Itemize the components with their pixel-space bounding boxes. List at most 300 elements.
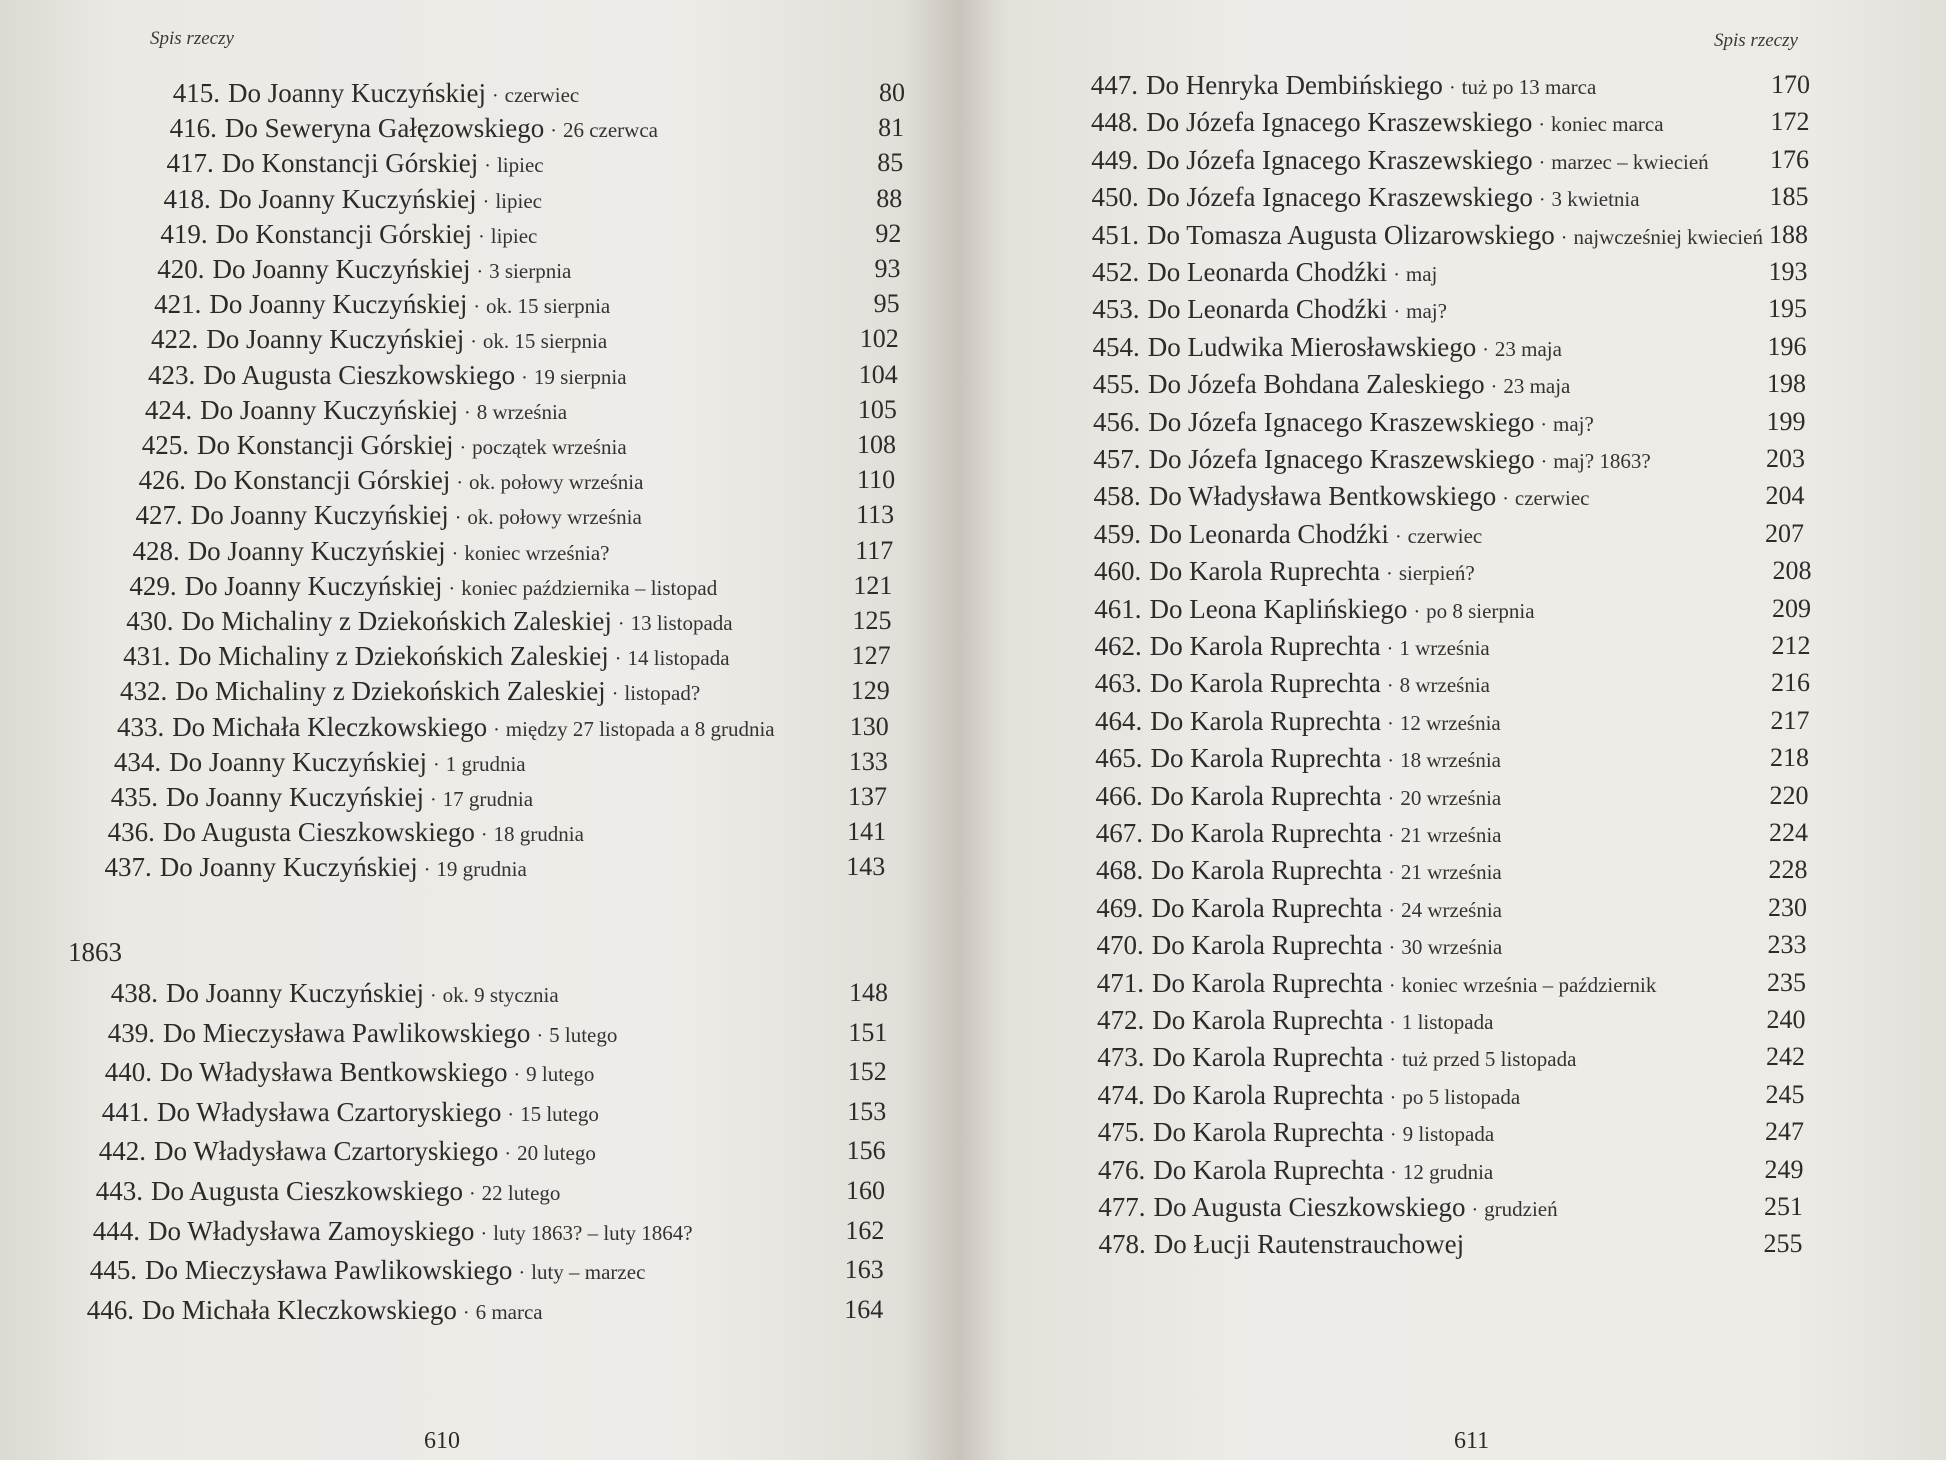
entry-title: Do Leonarda Chodźki [1147,294,1388,325]
toc-entry [1073,1117,1494,1147]
entry-title: Do Józefa Ignacego Kraszewskiego [1148,406,1535,437]
entry-title: Do Seweryna Gałęzowskiego [224,113,545,144]
toc-entry [144,148,544,178]
entry-separator: · [478,225,485,248]
entry-separator: · [1388,862,1395,885]
entry-page-number: 104 [858,359,898,389]
entry-number: 423. [147,359,196,390]
entry-page-number: 80 [879,78,905,107]
entry-page-number: 93 [874,254,901,283]
toc-entry [1067,220,1763,250]
entry-title: Do Joanny Kuczyńskiej [166,978,424,1008]
entry-separator: · [1389,1124,1397,1147]
entry-title: Do Władysława Bentkowskiego [160,1057,508,1088]
entry-title: Do Karola Ruprechta [1153,1117,1384,1148]
entry-title: Do Karola Ruprechta [1151,818,1382,848]
toc-entry [1069,519,1482,549]
entry-number: 448. [1091,107,1139,138]
toc-entry [1067,182,1640,212]
right-entry-list [958,0,1946,1460]
entry-number: 466. [1095,780,1143,811]
toc-entry [104,606,733,636]
entry-page-number: 196 [1767,331,1807,361]
toc-entry [1073,1042,1577,1072]
entry-separator: · [1387,825,1395,847]
entry-page-number: 163 [844,1255,884,1285]
entry-date: 15 lutego [520,1101,599,1126]
right-page [958,0,1946,1460]
entry-number: 429. [129,570,177,601]
entry-page-number: 105 [857,394,897,424]
entry-date: 12 grudnia [1402,1159,1494,1184]
toc-entry [1071,743,1501,773]
entry-title: Do Joanny Kuczyńskiej [218,183,477,214]
left-entry-list [0,0,958,1460]
entry-separator: · [482,190,490,213]
entry-separator: · [476,261,484,283]
entry-date: koniec września? [464,540,610,565]
entry-number: 449. [1091,144,1139,175]
entry-date: 8 września [476,399,568,424]
entry-page-number: 249 [1764,1154,1804,1184]
entry-page-number: 88 [876,183,903,213]
entry-separator: · [521,366,528,389]
entry-date: 3 sierpnia [489,259,572,283]
entry-number: 427. [135,500,183,531]
entry-separator: · [1448,77,1456,99]
entry-title: Do Karola Ruprechta [1153,1154,1385,1185]
entry-separator: · [1389,1049,1397,1072]
toc-entry [141,184,542,214]
entry-number: 418. [163,183,211,214]
entry-separator: · [1471,1199,1479,1221]
entry-number: 474. [1097,1079,1145,1110]
toc-entry [94,712,774,742]
entry-title: Do Tomasza Augusta Olizarowskiego [1147,219,1555,250]
toc-entry [122,395,567,425]
entry-separator: · [504,1143,512,1166]
toc-entry [1073,1155,1493,1185]
entry-number: 416. [169,113,217,144]
toc-entry [100,641,729,671]
entry-title: Do Ludwika Mierosławskiego [1147,331,1477,362]
entry-page-number: 212 [1771,631,1811,660]
entry-date: 6 marca [475,1299,543,1324]
entry-separator: · [1387,712,1394,735]
entry-number: 459. [1093,518,1141,549]
entry-number: 469. [1096,892,1144,923]
left-folio: 610 [424,1428,460,1454]
entry-title: Do Józefa Ignacego Kraszewskiego [1148,444,1535,474]
entry-separator: · [448,577,456,600]
entry-title: Do Mieczysława Pawlikowskiego [145,1255,513,1286]
entry-number: 417. [166,148,214,179]
left-running-head: Spis rzeczy [150,28,234,49]
toc-entry [65,1255,645,1285]
entry-number: 476. [1098,1154,1146,1185]
entry-number: 419. [160,218,208,249]
entry-number: 425. [141,430,189,460]
entry-title: Do Józefa Ignacego Kraszewskiego [1146,182,1533,213]
toc-entry [1069,556,1474,586]
entry-page-number: 156 [846,1136,886,1166]
toc-entry [88,782,533,812]
entry-date: 21 września [1400,860,1502,885]
entry-separator: · [423,859,431,882]
toc-entry [1072,1005,1493,1035]
entry-page-number: 130 [849,711,889,741]
entry-separator: · [1388,899,1396,922]
toc-entry [86,978,559,1008]
toc-entry [74,1136,596,1166]
year-heading: 1863 [68,937,122,967]
toc-entry [1069,481,1590,511]
entry-date: lipiec [495,188,542,213]
entry-title: Do Józefa Ignacego Kraszewskiego [1146,144,1533,175]
entry-number: 415. [172,78,220,108]
entry-page-number: 242 [1766,1042,1805,1072]
entry-date: czerwiec [1407,523,1483,548]
entry-title: Do Joanny Kuczyńskiej [169,746,428,777]
entry-date: 22 lutego [481,1181,561,1205]
entry-page-number: 102 [859,324,899,354]
entry-title: Do Michaliny z Dziekońskich Zaleskiej [178,641,609,672]
entry-page-number: 127 [851,641,891,671]
entry-page-number: 255 [1763,1229,1803,1259]
entry-date: tuż przed 5 listopada [1402,1047,1577,1072]
entry-page-number: 251 [1764,1192,1803,1221]
entry-title: Do Józefa Ignacego Kraszewskiego [1146,107,1533,138]
entry-number: 435. [110,782,158,812]
entry-date: luty – marzec [531,1260,646,1285]
entry-number: 443. [95,1176,143,1206]
entry-title: Do Karola Ruprechta [1150,668,1381,699]
entry-page-number: 217 [1770,705,1810,735]
toc-entry [138,219,538,249]
entry-title: Do Joanny Kuczyńskiej [190,500,449,531]
entry-separator: · [1389,1086,1397,1109]
entry-separator: · [1393,264,1400,286]
entry-date: 1 grudnia [445,751,526,776]
entry-page-number: 176 [1770,144,1809,174]
entry-title: Do Joanny Kuczyńskiej [166,782,424,812]
entry-title: Do Władysława Czartoryskiego [154,1136,499,1167]
entry-number: 458. [1093,481,1141,512]
toc-entry [1071,855,1501,885]
entry-separator: · [507,1103,515,1126]
entry-number: 430. [126,606,174,636]
entry-page-number: 164 [844,1294,884,1324]
entry-page-number: 220 [1769,780,1809,810]
entry-separator: · [1390,1161,1397,1184]
toc-entry [68,1216,693,1246]
entry-title: Do Władysława Zamoyskiego [148,1215,475,1246]
entry-date: 9 listopada [1402,1122,1495,1147]
entry-separator: · [451,542,459,565]
entry-page-number: 230 [1768,892,1807,922]
left-page [0,0,958,1460]
entry-date: maj? 1863? [1553,449,1651,473]
entry-separator: · [473,296,481,319]
toc-entry [131,289,610,319]
entry-title: Do Joanny Kuczyńskiej [209,289,468,320]
entry-page-number: 233 [1767,930,1807,960]
entry-date: 12 września [1399,710,1501,735]
toc-entry [119,430,627,460]
toc-entry [77,1097,599,1127]
entry-date: 13 listopada [630,611,733,635]
entry-number: 463. [1094,668,1142,699]
entry-date: 26 czerwca [562,118,658,143]
entry-number: 473. [1097,1042,1145,1073]
entry-page-number: 110 [857,465,896,495]
entry-title: Do Karola Ruprechta [1149,556,1381,587]
entry-date: 19 sierpnia [533,364,627,389]
toc-entry [110,536,610,566]
entry-separator: · [468,1183,476,1205]
entry-page-number: 218 [1770,743,1809,773]
entry-page-number: 195 [1768,294,1807,324]
entry-title: Do Konstancji Górskiej [221,148,479,179]
toc-entry [91,747,526,777]
entry-date: początek września [472,435,627,459]
entry-title: Do Konstancji Górskiej [215,218,473,249]
entry-date: tuż po 13 marca [1461,75,1597,99]
entry-separator: · [464,401,471,424]
entry-title: Do Augusta Cieszkowskiego [203,359,516,390]
toc-entry [1067,145,1709,175]
entry-separator: · [1538,151,1546,174]
entry-date: 3 kwietnia [1551,187,1640,212]
toc-entry [62,1295,543,1325]
entry-date: 8 września [1399,673,1490,698]
entry-title: Do Władysława Bentkowskiego [1148,481,1497,512]
toc-entry [1073,1080,1520,1110]
entry-title: Do Leonarda Chodźki [1149,518,1389,549]
entry-date: 30 września [1401,935,1503,960]
entry-date: maj [1405,262,1438,286]
entry-date: sierpień? [1398,561,1475,586]
entry-date: 1 listopada [1401,1010,1494,1034]
entry-number: 456. [1093,406,1141,437]
entry-date: ok. 15 sierpnia [482,329,608,354]
entry-title: Do Karola Ruprechta [1149,631,1381,661]
toc-entry [71,1176,560,1206]
entry-date: najwcześniej kwiecień [1573,224,1763,249]
entry-separator: · [617,613,625,635]
entry-separator: · [550,120,557,143]
toc-entry [85,817,584,847]
entry-page-number: 228 [1768,855,1808,885]
entry-number: 451. [1091,219,1139,250]
entry-page-number: 203 [1766,444,1805,473]
entry-date: 23 maja [1503,374,1571,399]
entry-number: 465. [1095,743,1143,774]
entry-separator: · [493,718,500,741]
entry-separator: · [1538,189,1546,212]
toc-entry [1068,407,1594,437]
right-running-head: Spis rzeczy [1714,30,1798,51]
entry-page-number: 151 [848,1017,888,1047]
entry-date: 19 grudnia [436,857,527,882]
toc-entry [1068,332,1562,362]
entry-number: 426. [138,465,186,496]
entry-date: 18 września [1400,748,1501,773]
entry-separator: · [1388,974,1396,997]
entry-number: 453. [1092,294,1140,325]
entry-page-number: 204 [1765,481,1805,511]
entry-separator: · [1388,937,1396,960]
entry-title: Do Augusta Cieszkowskiego [162,817,475,848]
entry-number: 444. [92,1215,140,1246]
entry-title: Do Michała Kleczkowskiego [142,1294,457,1325]
entry-page-number: 193 [1768,257,1808,286]
entry-number: 470. [1096,930,1144,961]
entry-page-number: 153 [847,1096,887,1126]
entry-page-number: 172 [1770,107,1810,137]
entry-separator: · [1482,338,1489,361]
entry-separator: · [614,648,622,671]
entry-number: 442. [98,1136,146,1167]
entry-number: 467. [1095,818,1143,848]
toc-entry [128,324,607,354]
entry-number: 441. [101,1096,149,1127]
entry-title: Do Karola Ruprechta [1151,930,1383,961]
entry-number: 432. [120,676,168,707]
toc-entry [82,852,527,882]
entry-separator: · [1393,301,1401,324]
entry-date: 17 grudnia [442,787,534,811]
entry-page-number: 209 [1772,593,1811,623]
entry-page-number: 199 [1766,406,1806,436]
entry-number: 421. [154,289,202,320]
entry-separator: · [1387,750,1395,773]
entry-title: Do Karola Ruprechta [1150,705,1382,736]
toc-entry [147,113,658,143]
entry-separator: · [611,683,619,706]
entry-page-number: 198 [1767,369,1806,399]
entry-page-number: 108 [857,430,896,459]
toc-entry [1068,294,1447,324]
entry-separator: · [1540,451,1548,473]
entry-number: 440. [104,1057,152,1088]
entry-number: 471. [1096,967,1144,998]
entry-separator: · [470,331,477,354]
entry-date: między 27 listopada a 8 grudnia [505,716,775,741]
entry-separator: · [462,1301,470,1324]
entry-date: 9 lutego [526,1062,595,1087]
entry-separator: · [1387,787,1395,810]
entry-number: 437. [104,852,152,883]
entry-page-number: 170 [1771,70,1810,99]
entry-page-number: 152 [847,1057,887,1087]
entry-date: maj? [1553,411,1594,436]
entry-page-number: 208 [1772,556,1812,586]
entry-number: 450. [1091,182,1139,213]
entry-separator: · [429,789,437,811]
entry-title: Do Karola Ruprechta [1152,1005,1384,1035]
entry-title: Do Joanny Kuczyńskiej [206,324,465,355]
entry-title: Do Joanny Kuczyńskiej [212,254,471,284]
entry-separator: · [456,472,464,495]
entry-date: lipiec [496,153,544,178]
entry-page-number: 137 [848,782,887,811]
entry-separator: · [459,437,467,459]
entry-page-number: 113 [856,500,895,530]
entry-title: Do Karola Ruprechta [1152,1042,1384,1073]
entry-date: ok. 9 stycznia [442,983,559,1007]
toc-entry [150,78,579,108]
entry-page-number: 92 [875,218,902,248]
entry-page-number: 245 [1765,1079,1805,1109]
toc-entry [1072,893,1502,923]
entry-page-number: 235 [1767,967,1806,997]
entry-separator: · [1413,600,1421,623]
entry-page-number: 95 [873,289,900,319]
entry-separator: · [1490,376,1498,399]
entry-number: 461. [1094,593,1142,624]
entry-separator: · [433,753,440,776]
toc-entry [1067,257,1437,287]
toc-entry [1072,930,1502,960]
entry-separator: · [1386,675,1394,698]
entry-number: 460. [1094,556,1142,587]
entry-page-number: 207 [1765,518,1804,548]
entry-title: Do Joanny Kuczyńskiej [159,852,418,883]
entry-number: 468. [1096,855,1144,886]
toc-entry [1069,444,1651,474]
entry-separator: · [1502,488,1509,511]
entry-title: Do Karola Ruprechta [1151,855,1383,886]
entry-page-number: 117 [855,535,894,565]
toc-entry [1070,706,1500,736]
toc-entry [1070,668,1490,698]
entry-separator: · [1538,114,1546,137]
toc-entry [1066,70,1596,100]
entry-number: 455. [1092,369,1140,400]
entry-page-number: 133 [848,746,888,776]
entry-separator: · [518,1262,526,1285]
toc-entry [113,500,642,530]
entry-number: 445. [89,1255,137,1286]
entry-separator: · [1540,413,1548,436]
entry-date: koniec września – październik [1401,972,1657,997]
entry-number: 464. [1095,705,1143,736]
entry-number: 433. [116,711,165,742]
entry-date: ok. połowy września [469,470,644,495]
entry-date: grudzień [1484,1197,1558,1221]
toc-entry [1070,594,1535,624]
right-folio: 611 [1454,1428,1490,1454]
entry-number: 475. [1097,1117,1145,1148]
entry-page-number: 121 [853,570,893,600]
entry-date: luty 1863? – luty 1864? [493,1220,693,1245]
entry-separator: · [1386,563,1393,586]
entry-number: 434. [113,746,162,777]
entry-title: Do Karola Ruprechta [1152,1079,1384,1110]
entry-title: Do Augusta Cieszkowskiego [1153,1192,1466,1222]
entry-page-number: 188 [1769,219,1808,249]
entry-separator: · [429,985,437,1007]
toc-entry [83,1018,617,1048]
entry-separator: · [484,155,491,178]
entry-page-number: 141 [847,817,887,847]
entry-number: 446. [86,1294,134,1325]
entry-page-number: 81 [878,113,905,143]
entry-date: 14 listopada [627,646,730,671]
toc-entry [1074,1192,1558,1222]
entry-separator: · [1389,1012,1396,1034]
